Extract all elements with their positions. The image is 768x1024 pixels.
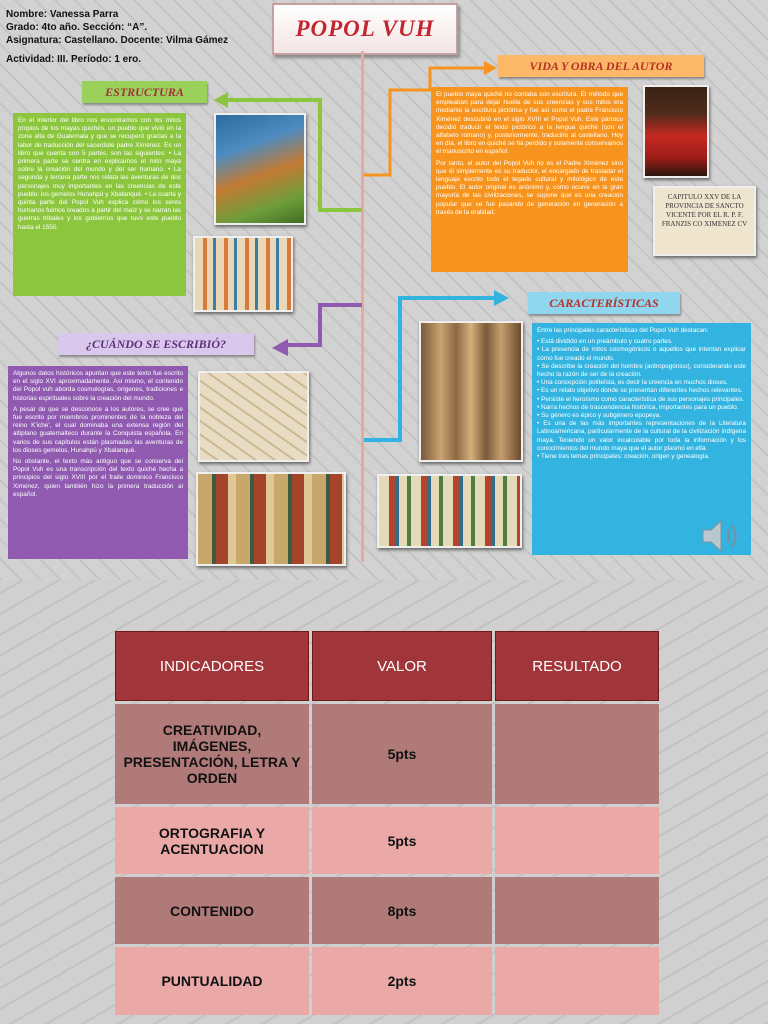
caracteristica-item: • Una concepción politeísta, es decir la creencia en muchos dioses. bbox=[537, 379, 728, 387]
student-grade: Grado: 4to año. Sección: “A”. bbox=[6, 22, 148, 33]
result-cell[interactable] bbox=[495, 704, 659, 804]
caracteristica-item: • Su género es épico y subgénero epopeya. bbox=[537, 412, 662, 420]
codex-figures-image bbox=[193, 236, 293, 312]
corn-husks-image bbox=[419, 321, 523, 462]
label-estructura: ESTRUCTURA bbox=[82, 81, 207, 103]
value-cell: 5pts bbox=[312, 704, 492, 804]
table-row bbox=[115, 877, 659, 944]
label-caracteristicas: CARACTERÍSTICAS bbox=[528, 292, 680, 314]
caracteristica-item: • Se describe la creación del hombre (antropogónico), considerando este hecho la razón de ser de la creación. bbox=[537, 362, 746, 379]
indicator-cell: CREATIVIDAD, IMÁGENES, PRESENTACIÓN, LETRA Y ORDEN bbox=[115, 704, 309, 804]
box-vida-obra bbox=[431, 87, 628, 272]
header-valor: VALOR bbox=[312, 631, 492, 701]
value-cell: 2pts bbox=[312, 947, 492, 1015]
label-vida-obra: VIDA Y OBRA DEL AUTOR bbox=[498, 55, 704, 77]
map-image bbox=[198, 371, 309, 462]
header-resultado: RESULTADO bbox=[495, 631, 659, 701]
activity: Actividad: III. Período: 1 ero. bbox=[6, 54, 142, 65]
header-indicadores: INDICADORES bbox=[115, 631, 309, 701]
estructura-text: En el interior del libro nos encontramos con los mitos propios de los mayas quichés, un pueblo que vivió en la zona alta de Guatemala y que se recuperó gracias a la labor de traducción del sacerdote padre Ximénez. Es un libro que cuenta con 5 partes, son las siguientes: • La primera parte se centra en explicarnos el mito maya sobre la creación del mundo y del ser humano. • La segunda y tercera parte nos relata las aventuras de dos personajes muy importantes en las creencias de este pueblo: los gemelos Hunahpú y Xbalanqué. • La cuarta y quinta parte del Popol Vuh explica cómo los seres humanos fuimos creados a partir del maíz y se narran las guerras tribales y los gobiernos que tuvo este pueblo hasta el 1550. bbox=[18, 117, 181, 231]
result-cell[interactable] bbox=[495, 947, 659, 1015]
table-row bbox=[115, 947, 659, 1015]
subject: Asignatura: Castellano. Docente: Vilma Gámez bbox=[6, 35, 229, 46]
caracteristicas-intro: Entre las principales características del Popol Vuh destacan: bbox=[537, 327, 709, 334]
vida-paragraph-1: El pueblo maya quiché no contaba con escritura. El método que empleaban para dejar huella de sus creencias y sus mitos era mediante la escritura pictórica y fue así como el padre Francisco Ximénez descubrió en el siglo XVIII el Popol Vuh. Este párroco decidió traducir el texto pictórico a la lengua quiché (con el alfabeto romano) y, posteriormente, traducirlo al castellano. Hoy en día, el libro en quiché se ha perdido y solamente conservamos el manuscrito en español. bbox=[436, 91, 623, 156]
cuando-paragraph-2: A pesar de que se desconoce a los autores, se cree que fue escrito por miembros prominentes de la nobleza del reino K'iche', el cual dominaba una extensa región del altiplano guatemalteco durante la Conquista española. En varios de sus capítulos están plasmadas las aventuras de los dioses gemelos, Hunahpú y Xbalanqué. bbox=[13, 405, 183, 454]
maize-god-image bbox=[214, 113, 306, 225]
result-cell[interactable] bbox=[495, 807, 659, 874]
value-cell: 5pts bbox=[312, 807, 492, 874]
rubric-table bbox=[112, 628, 662, 1018]
caracteristica-item: • Persiste el heroísmo como característica de sus personajes principales. bbox=[537, 395, 745, 403]
result-cell[interactable] bbox=[495, 877, 659, 944]
page-title: POPOL VUH bbox=[272, 3, 458, 55]
indicator-cell: CONTENIDO bbox=[115, 877, 309, 944]
box-cuando bbox=[8, 366, 188, 559]
cuando-paragraph-3: No obstante, el texto más antiguo que se conserva del Popol Vuh es una transcripción del texto quiché hecha a principios del siglo XVIII por el fraile dominico Francisco Ximénez, quien también hizo la primera traducción al español. bbox=[13, 458, 183, 498]
author-portrait-image bbox=[643, 85, 709, 178]
caracteristica-item: • Es una de las más importantes representaciones de la Literatura Latinoamericana, particularmente de la cultural de la civilización indígena maya. Teniendo un valor incalculable por toda la información y los conocimientos del mundo maya que el autor plasmó en ella. bbox=[537, 420, 746, 452]
caracteristica-item: • Narra hechos de trascendencia histórica, importantes para un pueblo. bbox=[537, 403, 739, 411]
maya-codex-image bbox=[196, 472, 346, 566]
value-cell: 8pts bbox=[312, 877, 492, 944]
table-row bbox=[115, 807, 659, 874]
table-row bbox=[115, 704, 659, 804]
box-estructura bbox=[13, 113, 186, 296]
cuando-paragraph-1: Algunos datos históricos apuntan que este texto fue escrito en el siglo XVI aproximadamente. Así mismo, el contenido del Popol vuh aborda cosmologías, orígenes, tradiciones e historias espirituales sobre la creación del mundo. bbox=[13, 370, 183, 402]
label-cuando: ¿CUÁNDO SE ESCRIBIÓ? bbox=[58, 333, 254, 355]
maya-mural-image bbox=[377, 474, 522, 548]
student-name: Nombre: Vanessa Parra bbox=[6, 9, 119, 20]
caracteristica-item: • La presencia de mitos cosmogónicos o aquellos que intentan explicar cómo fue creado el mundo. bbox=[537, 346, 746, 362]
indicator-cell: PUNTUALIDAD bbox=[115, 947, 309, 1015]
manuscript-title-image: CAPITULO XXV DE LA PROVINCIA DE SANCTO VICENTE POR EL R. P. F. FRANZIS CO XIMENEZ CV bbox=[653, 186, 756, 256]
caracteristica-item: • Está dividido en un preámbulo y cuatro partes. bbox=[537, 338, 673, 346]
table-header-row bbox=[115, 631, 659, 701]
caracteristica-item: • Tiene tres temas principales: creación, origen y genealogía. bbox=[537, 453, 710, 461]
vida-paragraph-2: Por tanto, el autor del Popol Vuh no es el Padre Ximénez sino que él simplemente es su traductor, el encargado de trasladar el lenguaje escrito todo el legado cultural y mitológico de este pueblo. El autor original es anónimo y, como ocurre en la gran mayoría de las civilizaciones, se supone que es una creación popular que se fue pasando de generación en generación a través de la oralidad. bbox=[436, 159, 623, 216]
speaker-icon[interactable] bbox=[699, 516, 747, 556]
indicator-cell: ORTOGRAFIA Y ACENTUACION bbox=[115, 807, 309, 874]
caracteristica-item: • Es un relato objetivo donde se presentan diferentes hechos relevantes. bbox=[537, 387, 743, 395]
